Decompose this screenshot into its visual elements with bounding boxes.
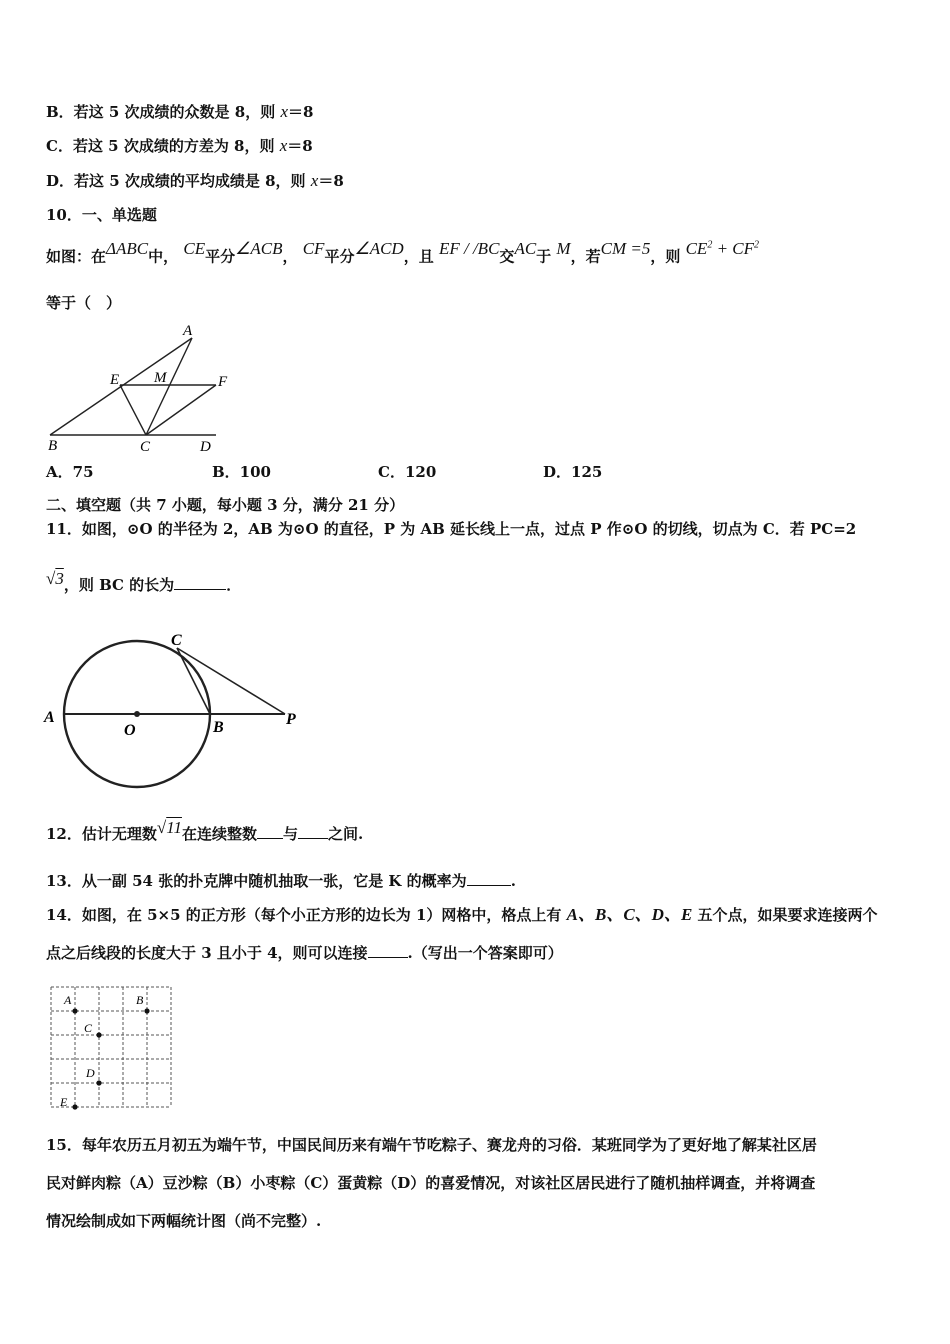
q13-stem: 13．从一副 54 张的扑克牌中随机抽取一张，它是 K 的概率为 . bbox=[46, 872, 516, 890]
q15-stem-line-1: 15．每年农历五月初五为端午节，中国民间历来有端午节吃粽子、赛龙舟的习俗．某班同学为了更好地了解某社区居 bbox=[46, 1136, 817, 1154]
q15-stem-line-3: 情况绘制成如下两幅统计图（尚不完整）. bbox=[46, 1212, 322, 1230]
q14-stem-end: 点之后线段的长度大于 3 且小于 4，则可以连接 .（写出一个答案即可） bbox=[46, 944, 563, 962]
q10-option-c: C．120 bbox=[378, 463, 437, 481]
q11-stem: 11．如图，⊙O 的半径为 2，AB 为⊙O 的直径，P 为 AB 延长线上一点，过点 P 作⊙O 的切线，切点为 C．若 PC=2 bbox=[46, 520, 857, 538]
q10-title: 10．一、单选题 bbox=[46, 206, 157, 224]
fig14-label-e: E bbox=[60, 1095, 68, 1109]
fig10-label-f: F bbox=[218, 374, 228, 390]
fig10-label-d: D bbox=[200, 439, 211, 453]
q10-stem: 如图：在ΔABC中， CE平分∠ACB， CF平分∠ACD，且 EF / /BC交AC于 M，若CM =5，则 $CE^2 + CF^2$ bbox=[46, 238, 760, 266]
fig10-label-a: A bbox=[183, 323, 193, 339]
q10-stem-end: 等于（ ） bbox=[46, 294, 122, 312]
fig10-label-c: C bbox=[140, 439, 151, 453]
q9-option-c: C．若这 5 次成绩的方差为 8，则 x＝8 bbox=[46, 136, 313, 155]
fig14-label-a: A bbox=[64, 993, 72, 1007]
q12-stem: 12．估计无理数√11在连续整数 与 之间. bbox=[46, 818, 364, 843]
fig14-label-d: D bbox=[86, 1066, 95, 1080]
q11-figure bbox=[40, 628, 310, 798]
fig10-label-m: M bbox=[154, 370, 167, 386]
q14-figure bbox=[48, 984, 174, 1110]
q10-option-d: D．125 bbox=[543, 463, 603, 481]
q10-option-a: A．75 bbox=[46, 463, 94, 481]
fig10-label-b: B bbox=[48, 438, 58, 453]
fig11-label-b: B bbox=[213, 719, 224, 736]
q10-option-b: B．100 bbox=[212, 463, 271, 481]
fig10-label-e: E bbox=[110, 372, 120, 388]
fig11-label-c: C bbox=[171, 632, 182, 649]
q10-figure bbox=[40, 318, 230, 453]
section-2-heading: 二、填空题（共 7 小题，每小题 3 分，满分 21 分） bbox=[46, 496, 405, 514]
fig14-label-c: C bbox=[84, 1021, 93, 1035]
q11-stem-end: √3，则 BC 的长为 ． bbox=[46, 569, 242, 594]
fig11-label-a: A bbox=[44, 709, 55, 726]
fig11-label-o: O bbox=[124, 722, 136, 739]
fig11-label-p: P bbox=[286, 711, 296, 728]
q14-stem: 14．如图，在 5×5 的正方形（每个小正方形的边长为 1）网格中，格点上有 A、B、C、D、E 五个点，如果要求连接两个 bbox=[46, 905, 878, 924]
q9-option-d: D．若这 5 次成绩的平均成绩是 8，则 x＝8 bbox=[46, 171, 344, 190]
q9-option-b: B．若这 5 次成绩的众数是 8，则 x＝8 bbox=[46, 102, 314, 121]
q15-stem-line-2: 民对鲜肉粽（A）豆沙粽（B）小枣粽（C）蛋黄粽（D）的喜爱情况，对该社区居民进行了随机抽样调查，并将调查 bbox=[46, 1174, 816, 1192]
fig14-label-b: B bbox=[136, 993, 144, 1007]
